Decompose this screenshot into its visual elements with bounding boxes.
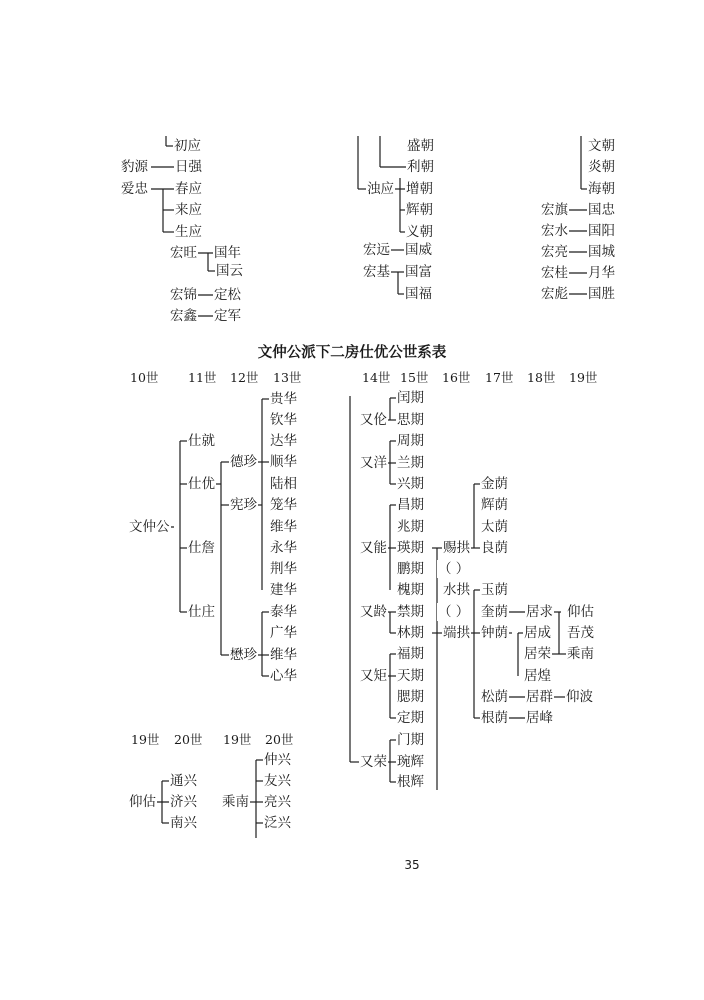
- name-label: 贵华: [270, 391, 297, 407]
- name-label: 钟荫: [481, 625, 508, 641]
- name-label: 文朝: [588, 138, 615, 154]
- name-label: 国福: [405, 286, 432, 302]
- generation-header: 16世: [442, 370, 471, 385]
- name-label: （ ）: [438, 561, 470, 577]
- name-label: 国富: [405, 264, 432, 280]
- name-label: 宏水: [541, 223, 568, 239]
- name-label: 周期: [397, 433, 424, 449]
- name-label: 通兴: [170, 773, 197, 789]
- name-label: 宏彪: [541, 286, 568, 302]
- name-label: 仲兴: [264, 752, 291, 768]
- name-label: 亮兴: [264, 794, 291, 810]
- name-label: 端拱: [443, 625, 470, 641]
- generation-header: 18世: [527, 370, 556, 385]
- page-title: 文仲公派下二房仕优公世系表: [257, 345, 447, 361]
- name-label: 又荣: [360, 754, 387, 770]
- name-label: 福期: [397, 646, 424, 662]
- page-number: 35: [404, 858, 420, 872]
- name-label: 奎荫: [481, 604, 508, 620]
- name-label: 定松: [214, 287, 241, 303]
- name-label: 松荫: [481, 689, 508, 705]
- name-label: 居煌: [524, 668, 551, 684]
- generation-header: 20世: [174, 732, 203, 747]
- name-label: 仕就: [188, 433, 215, 449]
- name-label: 禁期: [397, 604, 424, 620]
- name-label: 仰估: [567, 604, 594, 620]
- name-label: 国云: [216, 263, 243, 279]
- name-label: 又洋: [360, 455, 387, 471]
- name-label: 居峰: [526, 710, 553, 726]
- name-label: 定期: [397, 710, 424, 726]
- name-label: 陆相: [270, 476, 297, 492]
- name-label: 水拱: [443, 582, 470, 598]
- name-label: 荆华: [270, 561, 297, 577]
- name-label: 思期: [397, 412, 424, 428]
- name-label: 义朝: [406, 224, 433, 240]
- name-label: 顺华: [270, 454, 297, 470]
- name-label: 赐拱: [443, 540, 470, 556]
- name-label: 吾茂: [567, 625, 594, 641]
- name-label: 根荫: [481, 710, 508, 726]
- name-label: 建华: [270, 582, 297, 598]
- name-label: 国忠: [588, 202, 615, 218]
- name-label: 乘南: [567, 646, 594, 662]
- name-label: 豹源: [121, 159, 148, 175]
- generation-header: 13世: [273, 370, 302, 385]
- name-label: 宏旗: [541, 202, 568, 218]
- name-label: 济兴: [170, 794, 197, 810]
- generation-header: 19世: [131, 732, 160, 747]
- generation-header: 12世: [230, 370, 259, 385]
- name-label: 宏鑫: [170, 308, 197, 324]
- name-label: 仰估: [129, 794, 156, 810]
- name-label: 辉朝: [406, 202, 433, 218]
- name-label: 良荫: [481, 540, 508, 556]
- generation-header: 17世: [485, 370, 514, 385]
- name-label: 达华: [270, 433, 297, 449]
- name-label: 宏锦: [170, 287, 197, 303]
- generation-header: 19世: [223, 732, 252, 747]
- name-label: 宏桂: [541, 265, 568, 281]
- name-label: 懋珍: [230, 647, 257, 663]
- name-label: 仰波: [566, 689, 593, 705]
- name-label: 国胜: [588, 286, 615, 302]
- generation-header: 19世: [569, 370, 598, 385]
- name-label: 维华: [270, 647, 297, 663]
- name-label: （ ）: [438, 604, 470, 620]
- name-label: 泛兴: [264, 815, 291, 831]
- name-label: 友兴: [264, 773, 291, 789]
- name-label: 仕詹: [188, 540, 215, 556]
- generation-header: 10世: [130, 370, 159, 385]
- name-label: 天期: [397, 668, 424, 684]
- name-label: 德珍: [230, 454, 257, 470]
- name-label: 仕优: [188, 476, 215, 492]
- name-label: 鹏期: [397, 561, 424, 577]
- name-label: 心华: [270, 668, 297, 684]
- name-label: 琬辉: [397, 754, 424, 770]
- name-label: 宏亮: [541, 244, 568, 260]
- name-label: 兰期: [397, 455, 424, 471]
- name-label: 维华: [270, 519, 297, 535]
- name-label: 居群: [526, 689, 553, 705]
- name-label: 增朝: [406, 181, 433, 197]
- name-label: 日强: [175, 159, 202, 175]
- name-label: 海朝: [588, 181, 615, 197]
- generation-header: 15世: [400, 370, 429, 385]
- name-label: 根辉: [397, 774, 424, 790]
- name-label: 国年: [214, 245, 241, 261]
- name-label: 浊应: [367, 181, 394, 197]
- name-label: 生应: [175, 224, 202, 240]
- name-label: 利朝: [407, 159, 434, 175]
- name-label: 爱忠: [121, 181, 148, 197]
- name-label: 昌期: [397, 497, 424, 513]
- name-label: 月华: [588, 265, 615, 281]
- name-label: 永华: [270, 540, 297, 556]
- name-label: 宏基: [363, 264, 390, 280]
- name-label: 来应: [175, 202, 202, 218]
- name-label: 泰华: [270, 604, 297, 620]
- name-label: 宏旺: [170, 245, 197, 261]
- name-label: 兆期: [397, 519, 424, 535]
- name-label: 宪珍: [230, 497, 257, 513]
- name-label: 乘南: [222, 794, 249, 810]
- name-label: 兴期: [397, 476, 424, 492]
- name-label: 炎朝: [588, 159, 615, 175]
- name-label: 闰期: [397, 390, 424, 406]
- name-label: 钦华: [270, 412, 297, 428]
- name-label: 广华: [270, 625, 297, 641]
- name-label: 国阳: [588, 223, 615, 239]
- name-label: 春应: [175, 181, 202, 197]
- name-label: 又龄: [360, 604, 387, 620]
- name-label: 瑛期: [397, 540, 424, 556]
- name-label: 笼华: [270, 497, 297, 513]
- name-label: 居成: [524, 625, 551, 641]
- name-label: 金荫: [481, 476, 508, 492]
- generation-header: 20世: [265, 732, 294, 747]
- name-label: 盛朝: [407, 138, 434, 154]
- name-label: 门期: [397, 732, 424, 748]
- name-label: 又矩: [360, 668, 387, 684]
- name-label: 宏远: [363, 242, 390, 258]
- name-label: 槐期: [397, 582, 424, 598]
- generation-header: 11世: [188, 370, 217, 385]
- generation-header: 14世: [362, 370, 391, 385]
- name-label: 辉荫: [481, 497, 508, 513]
- name-label: 居求: [526, 604, 553, 620]
- name-label: 定军: [214, 308, 241, 324]
- name-label: 国城: [588, 244, 615, 260]
- name-label: 居荣: [524, 646, 551, 662]
- name-label: 林期: [397, 625, 424, 641]
- name-label: 文仲公: [129, 519, 170, 535]
- name-label: 太荫: [481, 519, 508, 535]
- name-label: 又伦: [360, 412, 387, 428]
- name-label: 仕庄: [188, 604, 215, 620]
- name-label: 玉荫: [481, 582, 508, 598]
- name-label: 国威: [405, 242, 432, 258]
- name-label: 腮期: [397, 689, 424, 705]
- name-label: 又能: [360, 540, 387, 556]
- name-label: 初应: [174, 138, 201, 154]
- name-label: 南兴: [170, 815, 197, 831]
